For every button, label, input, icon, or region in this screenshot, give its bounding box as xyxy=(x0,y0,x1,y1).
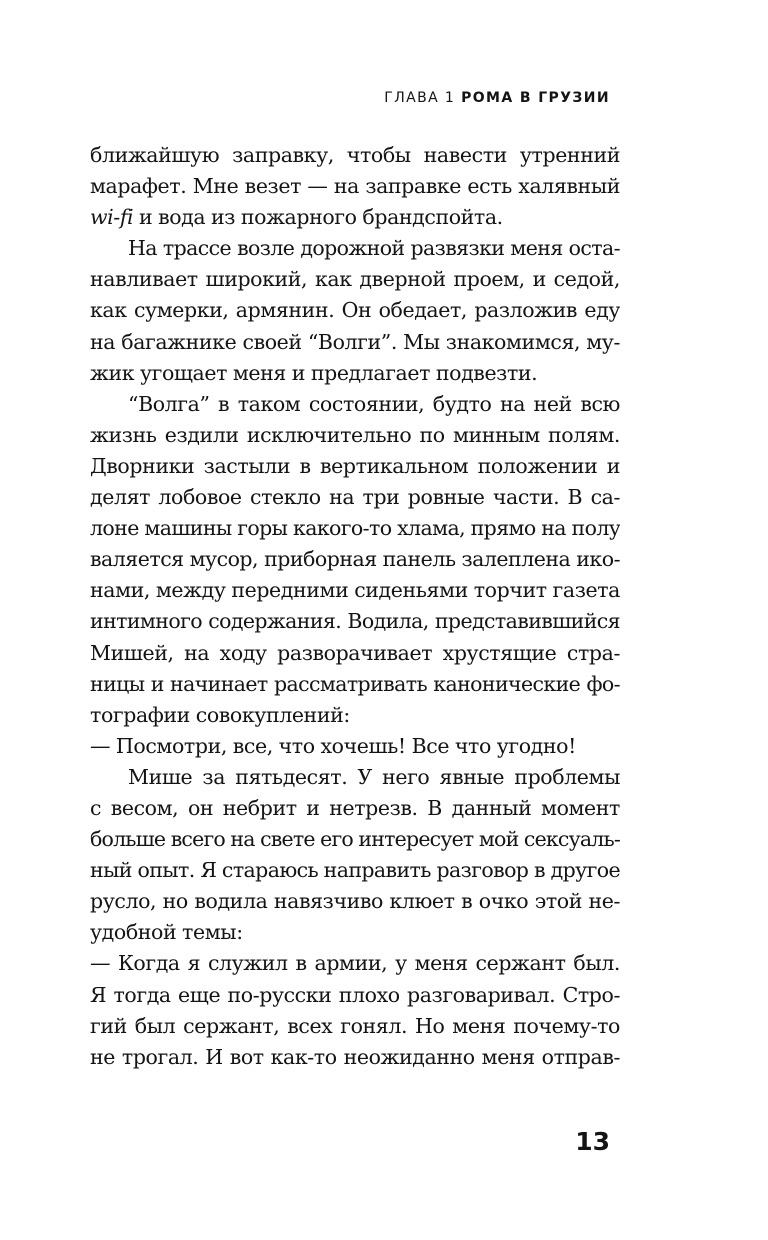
text-line xyxy=(90,824,620,855)
text-line xyxy=(90,264,620,295)
line-text: Мишей, на ходу разворачивает хрустящие стра- xyxy=(90,640,620,665)
text-line xyxy=(90,980,620,1011)
line-text: не трогал. И вот как-то неожиданно меня отправ- xyxy=(90,1044,620,1069)
text-line xyxy=(90,295,620,326)
text-line xyxy=(90,389,620,420)
line-text: больше всего на свете его интересует мой сексуаль- xyxy=(90,827,620,852)
text-line xyxy=(90,482,620,513)
line-text: На трассе возле дорожной развязки меня оста- xyxy=(128,236,620,261)
line-text: делят лобовое стекло на три ровные части. В са- xyxy=(90,485,620,510)
text-line xyxy=(90,327,620,358)
italic-term: wi-fi xyxy=(90,205,134,230)
chapter-title: РОМА В ГРУЗИИ xyxy=(461,90,610,106)
line-text: лоне машины горы какого-то хлама, прямо на полу xyxy=(90,516,620,541)
chapter-label: ГЛАВА 1 xyxy=(384,90,456,106)
line-text: как сумерки, армянин. Он обедает, разложив еду xyxy=(90,298,620,323)
line-text: ный опыт. Я стараюсь направить разговор в другое xyxy=(90,858,620,883)
line-text: нами, между передними сиденьями торчит газета xyxy=(90,578,620,603)
line-text: ницы и начинает рассматривать канонические фо- xyxy=(90,671,620,696)
page-number: 13 xyxy=(575,1127,610,1156)
text-line xyxy=(90,544,620,575)
text-line xyxy=(90,513,620,544)
line-text: — Когда я служил в армии, у меня сержант был. xyxy=(90,951,620,976)
line-text: Дворники застыли в вертикальном положении и xyxy=(90,453,620,478)
text-line xyxy=(90,358,620,389)
line-text: тографии совокуплений: xyxy=(90,702,350,727)
text-line xyxy=(90,606,620,637)
line-text: удобной темы: xyxy=(90,920,243,945)
line-text: интимного содержания. Водила, представившийся xyxy=(90,609,620,634)
line-text: марафет. Мне везет — на заправке есть халявный xyxy=(90,174,620,199)
text-line xyxy=(90,762,620,793)
line-text: навливает широкий, как дверной проем, и седой, xyxy=(90,267,620,292)
line-text: — Посмотри, все, что хочешь! Все что угодно! xyxy=(90,733,576,758)
line-text: жизнь ездили исключительно по минным полям. xyxy=(90,422,620,447)
line-text: жик угощает меня и предлагает подвезти. xyxy=(90,360,538,385)
line-text: ближайшую заправку, чтобы навести утренний xyxy=(90,143,620,167)
text-line xyxy=(90,700,620,731)
line-text: валяется мусор, приборная панель залеплена ико- xyxy=(90,547,620,572)
text-line xyxy=(90,171,620,202)
line-text: Мише за пятьдесят. У него явные проблемы xyxy=(128,764,620,789)
text-line xyxy=(90,793,620,824)
text-line xyxy=(90,917,620,948)
text-line xyxy=(90,233,620,264)
text-line xyxy=(90,451,620,482)
line-text: с весом, он небрит и нетрезв. В данный момент xyxy=(90,795,620,820)
text-line xyxy=(90,1011,620,1042)
text-line xyxy=(90,948,620,979)
line-text: на багажнике своей “Волги”. Мы знакомимся, му- xyxy=(90,329,620,354)
text-line xyxy=(90,731,620,762)
text-line xyxy=(90,1042,620,1073)
line-text: “Волга” в таком состоянии, будто на ней всю xyxy=(128,391,620,416)
line-text: гий был сержант, всех гонял. Но меня почему-то xyxy=(90,1013,620,1038)
text-line xyxy=(90,855,620,886)
line-text: Я тогда еще по-русски плохо разговаривал. Стро- xyxy=(90,982,620,1007)
text-line xyxy=(90,140,620,171)
text-line xyxy=(90,886,620,917)
text-line xyxy=(90,420,620,451)
line-text: и вода из пожарного брандспойта. xyxy=(133,205,503,230)
text-line xyxy=(90,575,620,606)
text-line xyxy=(90,202,620,233)
running-head xyxy=(384,89,610,107)
line-text: русло, но водила навязчиво клюет в очко этой не- xyxy=(90,889,620,914)
text-line xyxy=(90,669,620,700)
text-line xyxy=(90,638,620,669)
body-text xyxy=(90,140,620,1073)
